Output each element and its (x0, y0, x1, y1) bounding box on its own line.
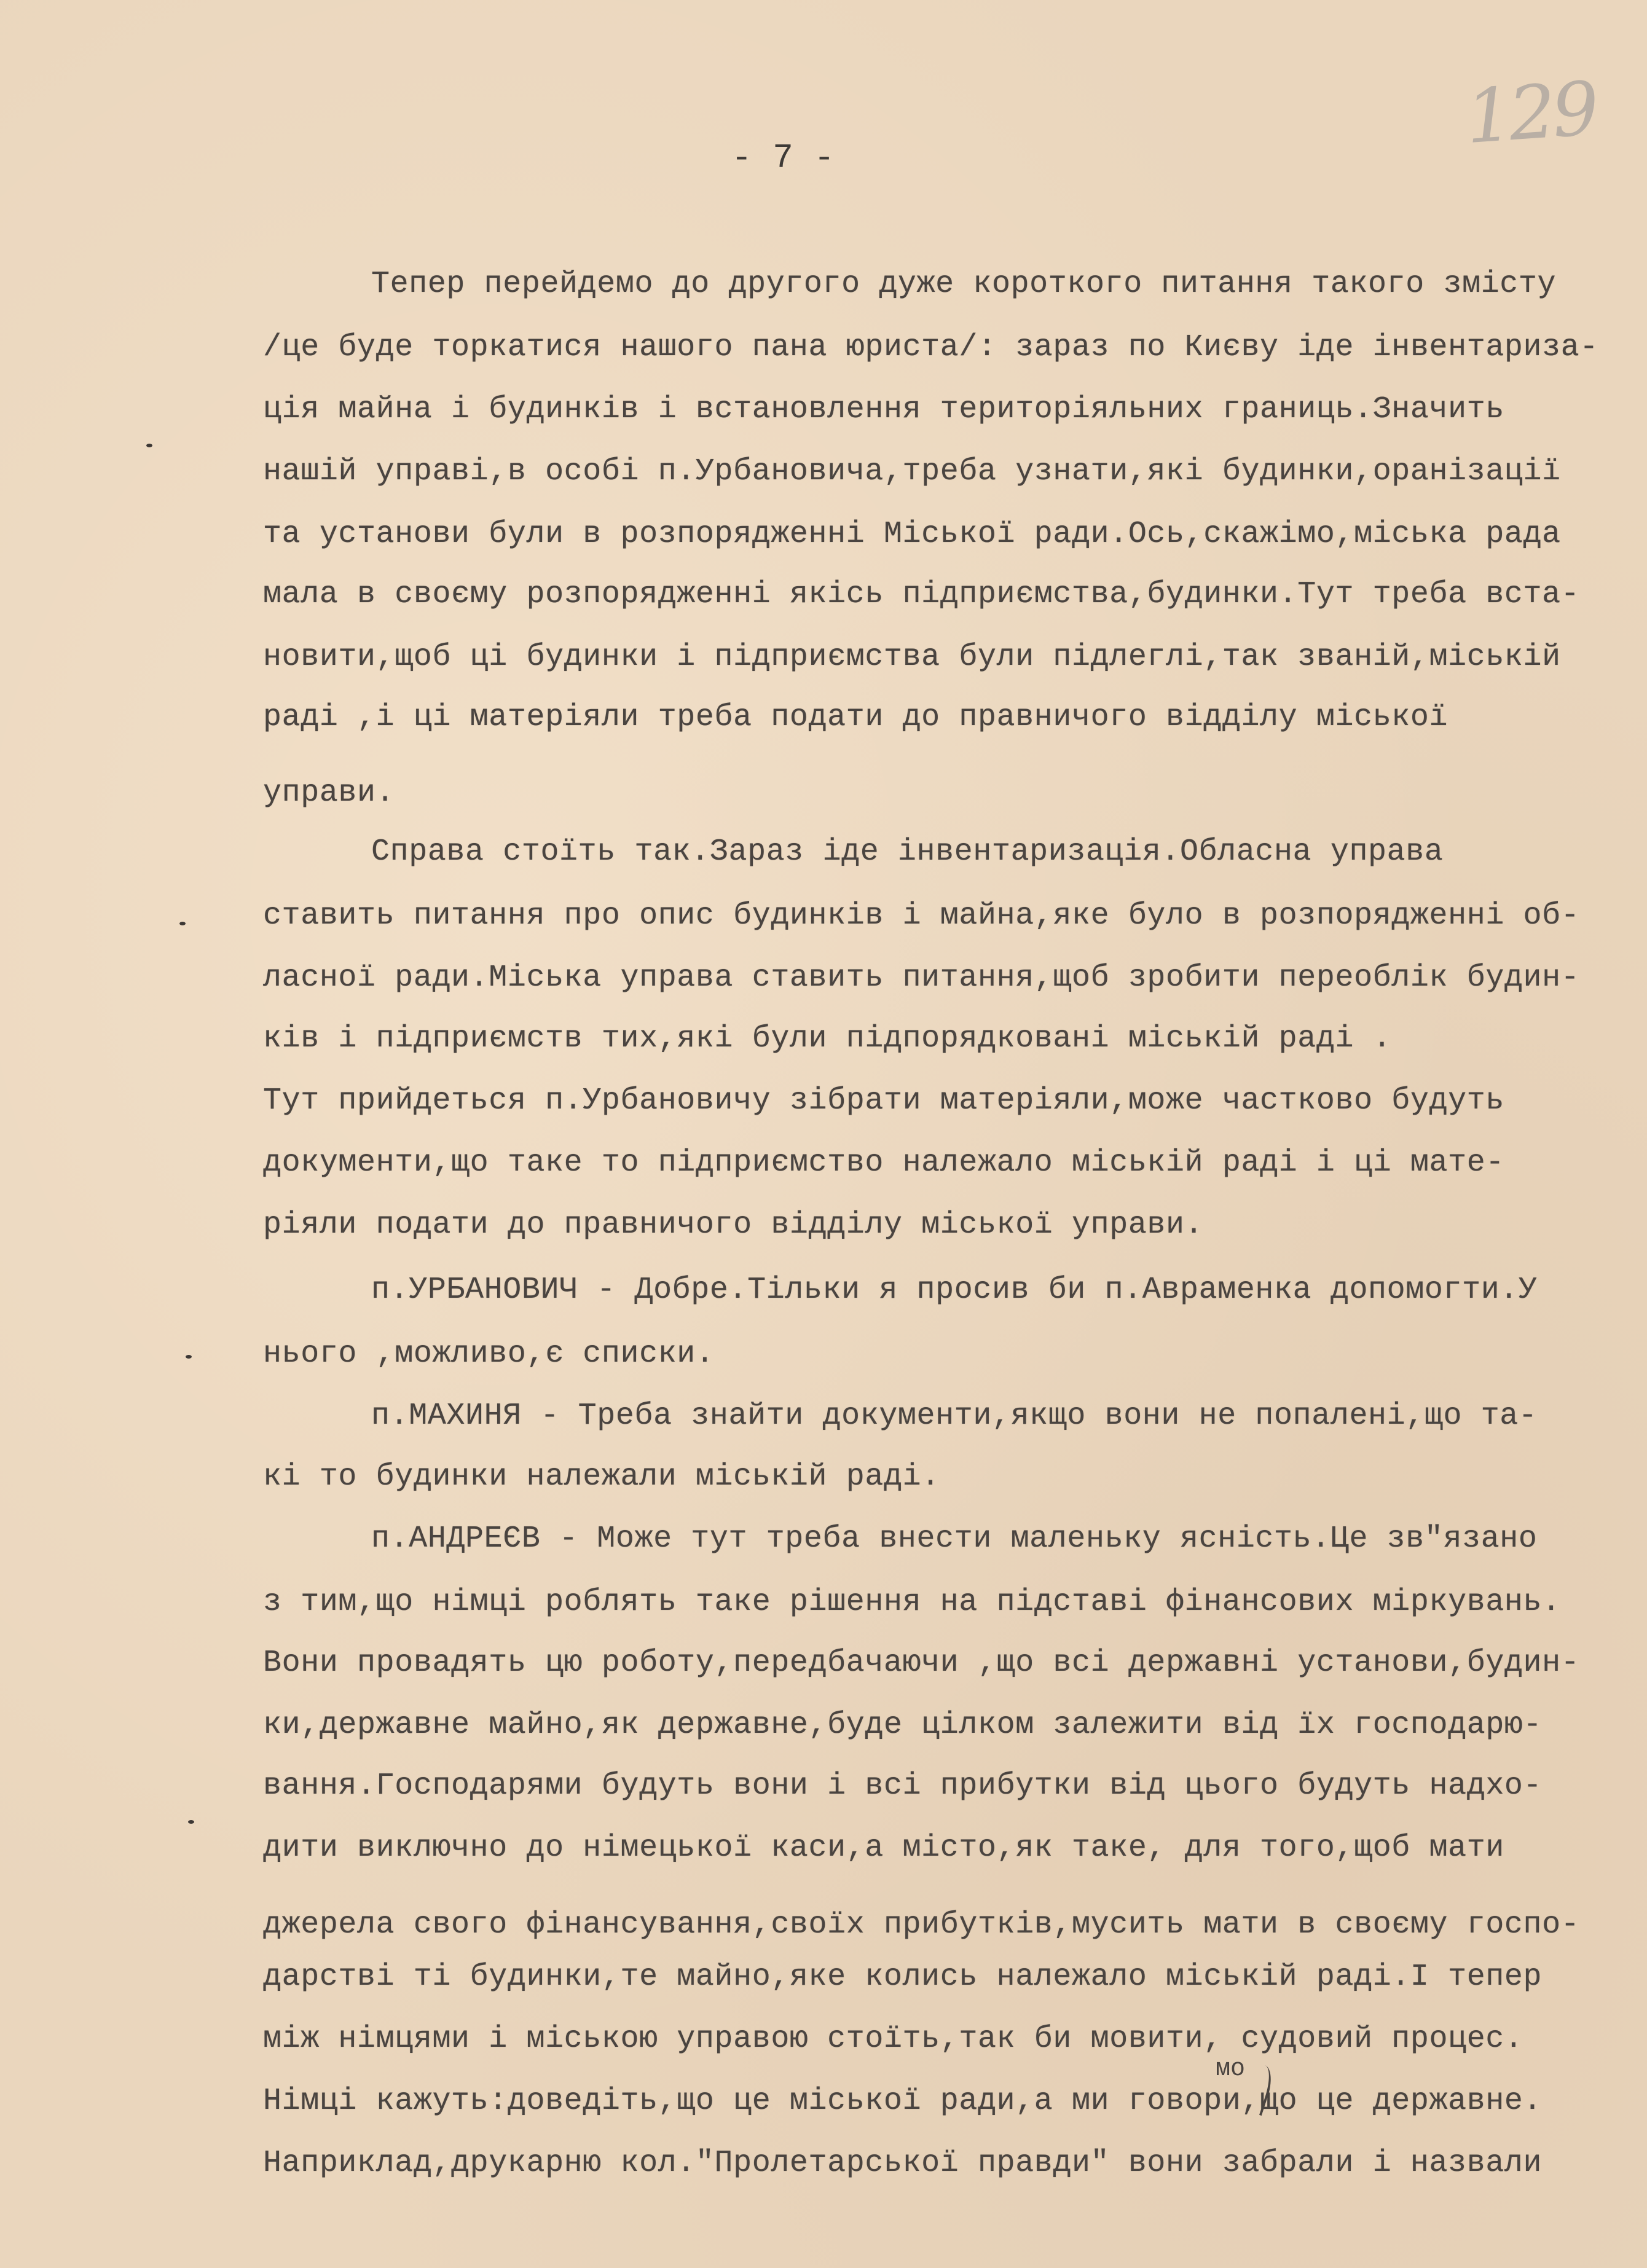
handwritten-insertion: мо (1216, 2055, 1246, 2083)
text-line: нього ,можливо,є списки. (263, 1336, 715, 1371)
text-line: ставить питання про опис будинків і майна,яке було в розпорядженні об- (263, 898, 1580, 933)
margin-speck (188, 1820, 194, 1824)
archive-folio-number: 129 (1463, 66, 1598, 161)
text-line: Німці кажуть:доведіть,що це міської ради,а ми говори,що це державне. (263, 2084, 1543, 2119)
text-line: ків і підприємств тих,які були підпорядковані міській раді . (263, 1021, 1392, 1056)
text-line: Тепер перейдемо до другого дуже короткого питання такого змісту (371, 267, 1557, 302)
text-line: Наприклад,друкарню кол."Пролетарської правди" вони забрали і назвали (263, 2146, 1543, 2181)
margin-speck (146, 444, 152, 447)
text-line: та установи були в розпорядженні Міської ради.Ось,скажімо,міська рада (263, 517, 1561, 552)
text-line: новити,щоб ці будинки і підприємства були підлеглі,так званій,міській (263, 640, 1561, 675)
text-line: Справа стоїть так.Зараз іде інвентаризація.Обласна управа (371, 834, 1444, 869)
text-line: ласної ради.Міська управа ставить питання,щоб зробити переоблік будин- (263, 960, 1580, 995)
text-line: /це буде торкатися нашого пана юриста/: зараз по Києву іде інвентариза- (263, 330, 1598, 365)
text-line: ріяли подати до правничого відділу міської управи. (263, 1207, 1204, 1242)
text-line: документи,що таке то підприємство належало міській раді і ці мате- (263, 1145, 1504, 1180)
text-line: дити виключно до німецької каси,а місто,як таке, для того,щоб мати (263, 1830, 1504, 1866)
text-line: кі то будинки належали міській раді. (263, 1459, 940, 1494)
margin-speck (179, 922, 186, 925)
speaker-line: п.АНДРЕЄВ - Може тут треба внести маленьку ясність.Це зв"язано (371, 1521, 1538, 1556)
text-line: між німцями і міською управою стоїть,так би мовити, судовий процес. (263, 2022, 1523, 2057)
page-number: - 7 - (731, 138, 835, 178)
text-line: ки,державне майно,як державне,буде цілком залежити від їх господарю- (263, 1708, 1543, 1743)
text-line: нашій управі,в особі п.Урбановича,треба узнати,які будинки,оранізації (263, 454, 1561, 489)
text-line: управи. (263, 775, 395, 810)
margin-speck (186, 1355, 192, 1359)
text-line: дарстві ті будинки,те майно,яке колись належало міській раді.І тепер (263, 1960, 1543, 1995)
text-line: Тут прийдеться п.Урбановичу зібрати матеріяли,може частково будуть (263, 1083, 1504, 1118)
text-line: джерела свого фінансування,своїх прибутків,мусить мати в своєму госпо- (263, 1907, 1580, 1942)
text-line: ція майна і будинків і встановлення територіяльних границь.Значить (263, 392, 1504, 427)
text-line: мала в своєму розпорядженні якісь підприємства,будинки.Тут треба вста- (263, 577, 1580, 612)
text-line: Вони провадять цю роботу,передбачаючи ,що всі державні установи,будин- (263, 1646, 1580, 1681)
text-line: вання.Господарями будуть вони і всі прибутки від цього будуть надхо- (263, 1768, 1543, 1803)
speaker-line: п.УРБАНОВИЧ - Добре.Тільки я просив би п.Авраменка допомогти.У (371, 1273, 1538, 1308)
speaker-line: п.МАХИНЯ - Треба знайти документи,якщо вони не попалені,що та- (371, 1399, 1538, 1434)
text-line: раді ,і ці матеріяли треба подати до правничого відділу міської (263, 700, 1448, 735)
text-line: з тим,що німці роблять таке рішення на підставі фінансових міркувань. (263, 1585, 1561, 1620)
